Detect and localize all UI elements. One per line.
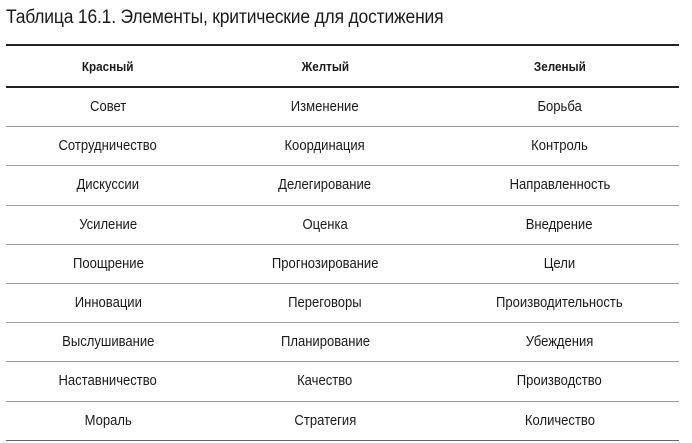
table-cell: Инновации (6, 283, 210, 322)
table-cell: Оценка (210, 205, 440, 244)
table-cell: Совет (6, 87, 210, 127)
table-row (6, 87, 679, 127)
table-cell: Стратегия (210, 401, 440, 440)
table-cell: Координация (210, 127, 440, 166)
table-row (6, 127, 679, 166)
table-row (6, 166, 679, 205)
table-row (6, 244, 679, 283)
table-caption: Таблица 16.1. Элементы, критические для достижения (6, 7, 444, 28)
table-cell: Убеждения (440, 323, 679, 362)
table-cell: Изменение (210, 87, 440, 127)
table-cell: Наставничество (6, 362, 210, 401)
table-cell: Количество (440, 401, 679, 440)
column-header-red: Красный (6, 46, 210, 87)
table-row (6, 401, 679, 440)
elements-table (6, 46, 679, 441)
table-cell: Качество (210, 362, 440, 401)
table-cell: Мораль (6, 401, 210, 440)
table-row (6, 283, 679, 322)
table-row (6, 323, 679, 362)
table-cell: Производительность (440, 283, 679, 322)
table-cell: Цели (440, 244, 679, 283)
table-cell: Внедрение (440, 205, 679, 244)
table-row (6, 205, 679, 244)
header-row (6, 46, 679, 87)
table-cell: Производство (440, 362, 679, 401)
column-header-yellow: Желтый (210, 46, 440, 87)
column-header-green: Зеленый (440, 46, 679, 87)
table-cell: Прогнозирование (210, 244, 440, 283)
table-cell: Делегирование (210, 166, 440, 205)
table-cell: Направленность (440, 166, 679, 205)
table-cell: Выслушивание (6, 323, 210, 362)
table-cell: Сотрудничество (6, 127, 210, 166)
table-cell: Дискуссии (6, 166, 210, 205)
table-cell: Планирование (210, 323, 440, 362)
table-cell: Усиление (6, 205, 210, 244)
table-cell: Контроль (440, 127, 679, 166)
table-cell: Поощрение (6, 244, 210, 283)
table-cell: Борьба (440, 87, 679, 127)
table-row (6, 362, 679, 401)
table-cell: Переговоры (210, 283, 440, 322)
